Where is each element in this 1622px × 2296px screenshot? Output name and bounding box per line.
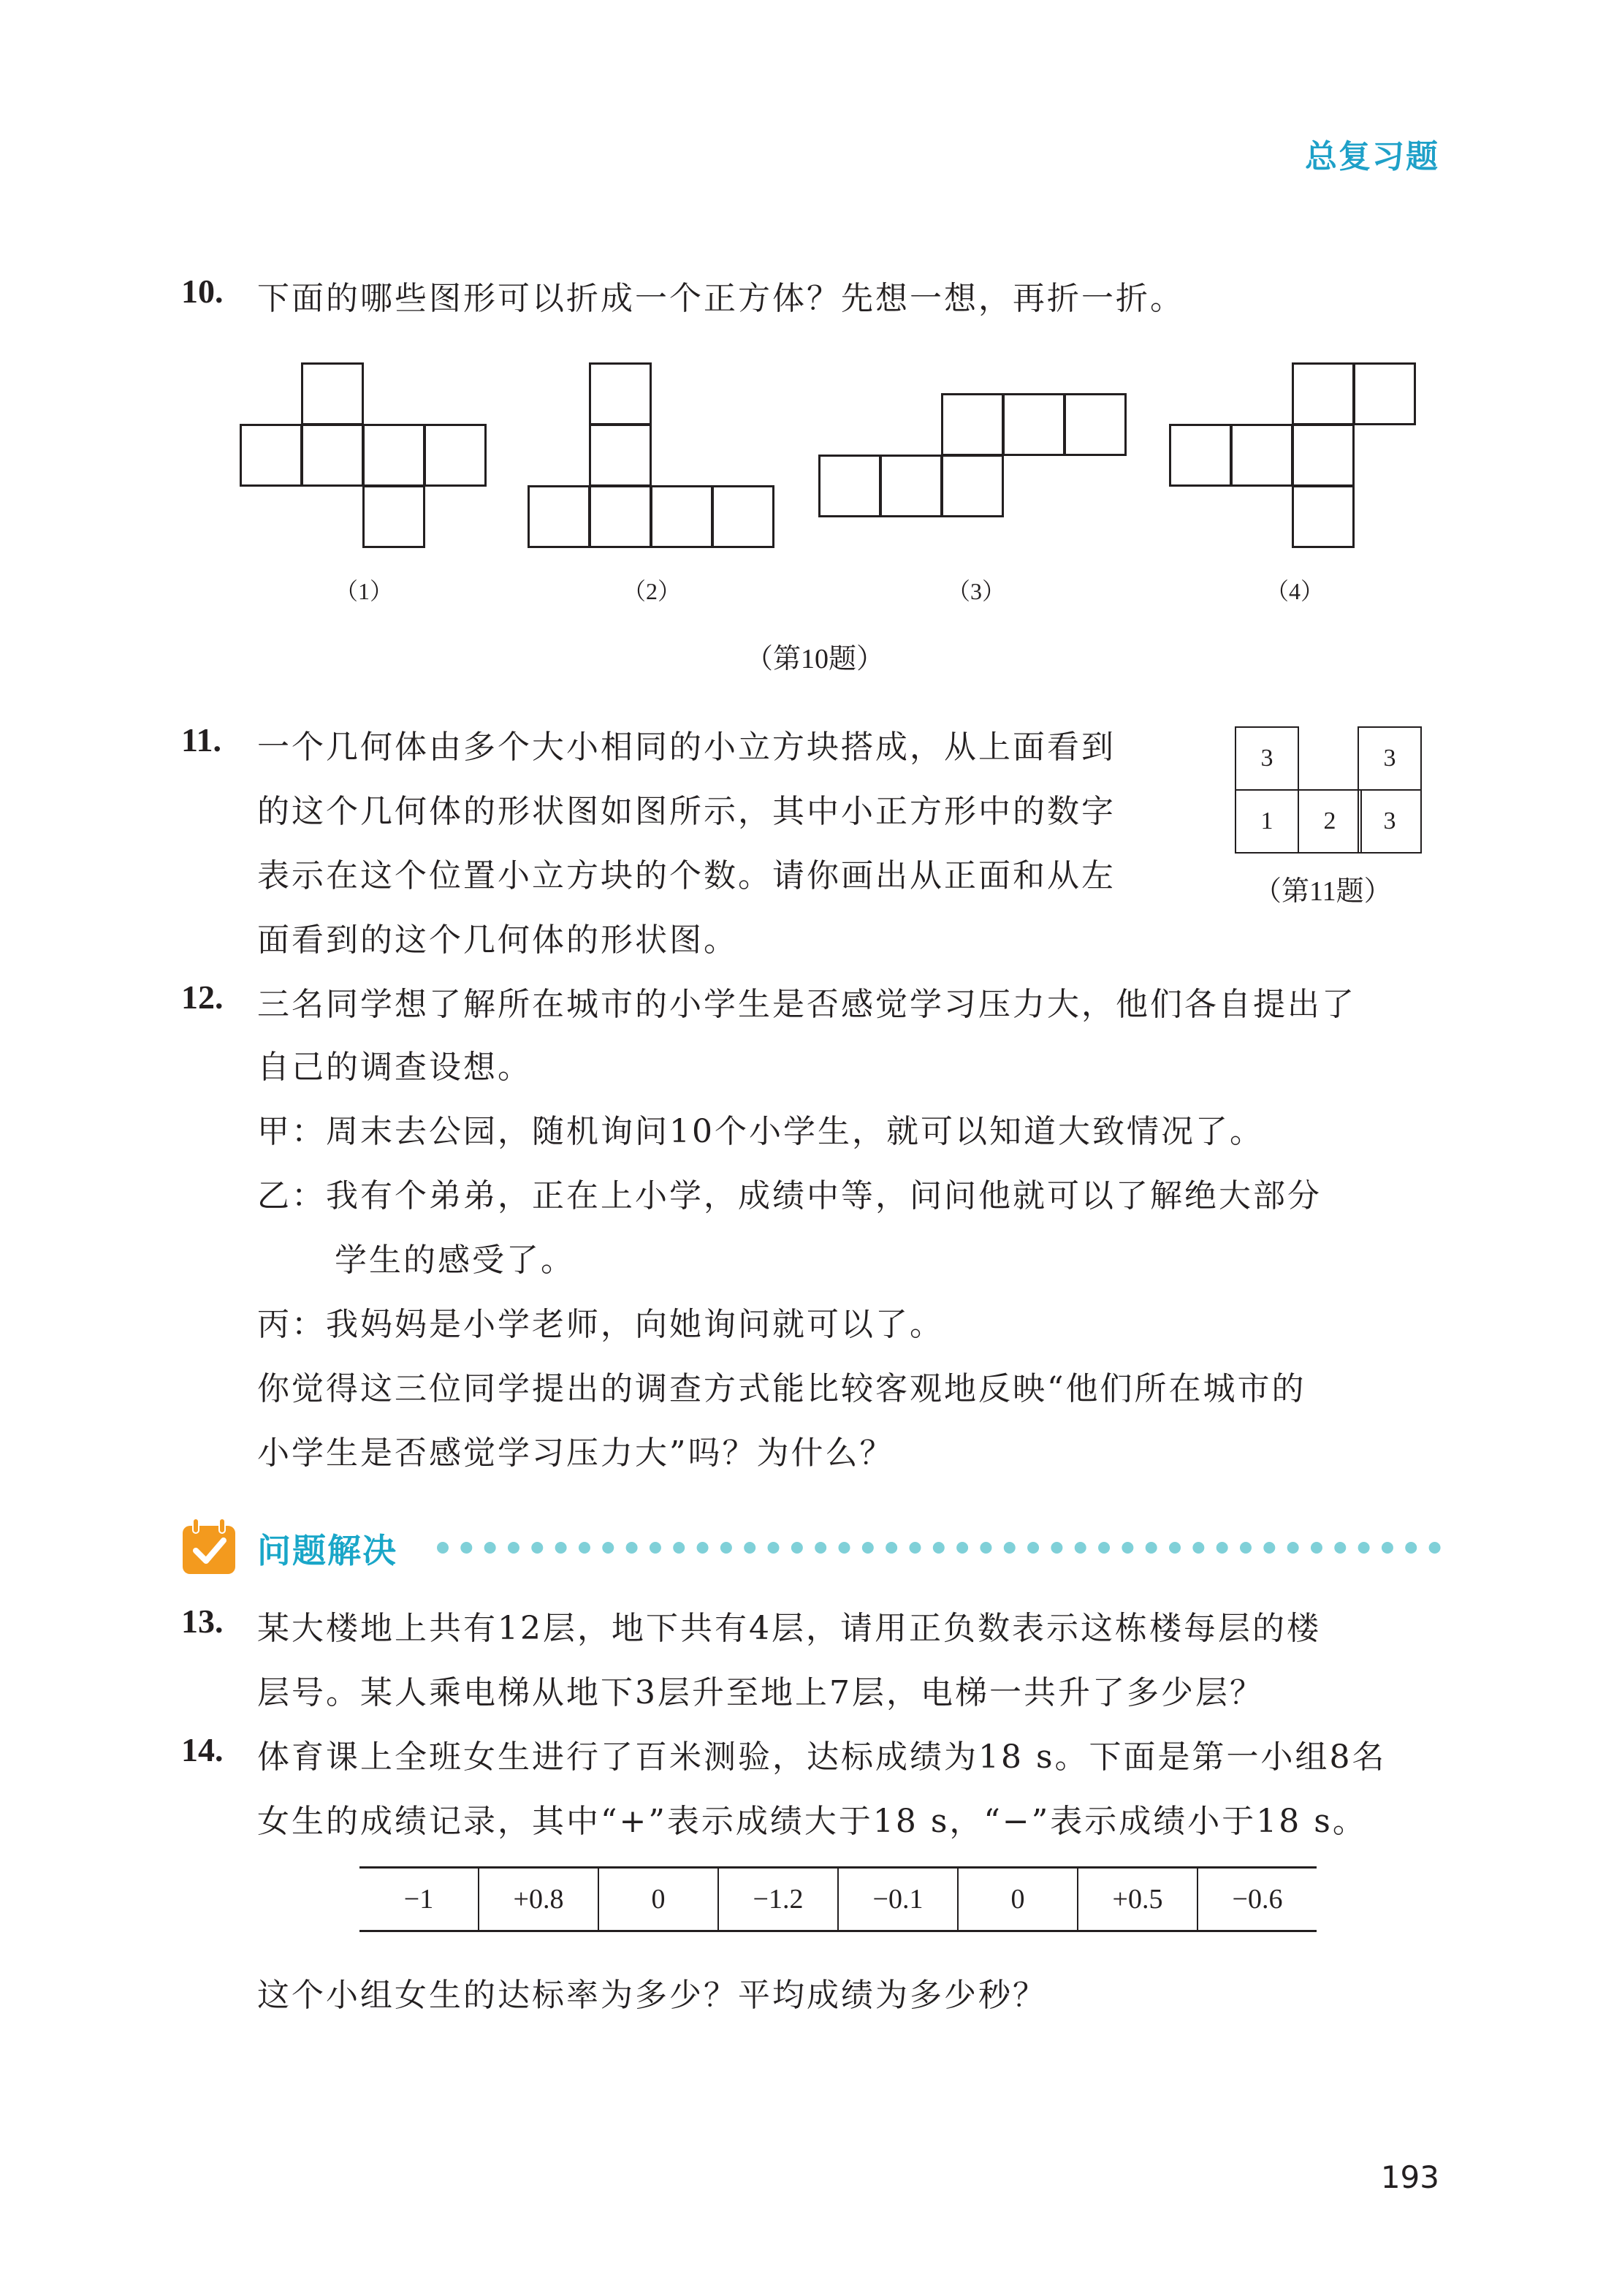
question-13-line-1: 某大楼地上共有12层，地下共有4层，请用正负数表示这栋楼每层的楼 [257, 1610, 1321, 1647]
page-number: 193 [1380, 2159, 1439, 2195]
question-11: 11. [181, 721, 221, 759]
record-cell: −0.6 [1198, 1868, 1317, 1931]
question-12-line-4: 乙：我有个弟弟，正在上小学，成绩中等，问问他就可以了解绝大部分 [257, 1177, 1322, 1214]
record-cell: −0.1 [838, 1868, 958, 1931]
chapter-title: 总复习题 [1305, 138, 1439, 175]
question-number: 13 [181, 1603, 215, 1640]
question-number: 10 [181, 273, 215, 310]
section-divider [437, 1542, 1441, 1554]
question-10-text: 下面的哪些图形可以折成一个正方体？先想一想，再折一折。 [257, 280, 1184, 317]
question-number: 11 [181, 721, 213, 759]
record-cell: +0.8 [479, 1868, 598, 1931]
figure-label-2: （2） [622, 578, 682, 604]
record-cell: −1 [403, 1884, 434, 1915]
question-14-line-1: 体育课上全班女生进行了百米测验，达标成绩为18 s。下面是第一小组8名 [257, 1738, 1387, 1776]
figure-label-4: （4） [1265, 578, 1325, 604]
grid-cell: 3 [1235, 726, 1299, 791]
record-cell: 0 [958, 1868, 1078, 1931]
grid-cell: 3 [1358, 789, 1422, 854]
question-12-line-7: 你觉得这三位同学提出的调查方式能比较客观地反映“他们所在城市的 [257, 1370, 1306, 1407]
question-12-line-1: 三名同学想了解所在城市的小学生是否感觉学习压力大，他们各自提出了 [257, 986, 1356, 1023]
section-title: 问题解决 [257, 1531, 397, 1570]
question-10: 10. [181, 273, 224, 310]
question-11-line-4: 面看到的这个几何体的形状图。 [257, 921, 738, 959]
question-14-line-2: 女生的成绩记录，其中“+”表示成绩大于18 s，“−”表示成绩小于18 s。 [257, 1803, 1367, 1840]
question-12-line-2: 自己的调查设想。 [257, 1049, 532, 1086]
calendar-check-icon [181, 1518, 237, 1575]
question-11-line-3: 表示在这个位置小立方块的个数。请你画出从正面和从左 [257, 857, 1116, 894]
question-13-line-2: 层号。某人乘电梯从地下3层升至地上7层，电梯一共升了多少层？ [257, 1674, 1264, 1711]
grid-cell: 1 [1235, 789, 1299, 854]
question-12-line-5: 学生的感受了。 [335, 1242, 575, 1279]
section-header [181, 1514, 1441, 1580]
question-14: 14. [181, 1731, 224, 1768]
score-record-table [359, 1866, 1317, 1932]
question-12-line-8: 小学生是否感觉学习压力大”吗？为什么？ [257, 1434, 894, 1472]
figure-caption-11: （第11题） [1254, 876, 1392, 907]
question-11-line-1: 一个几何体由多个大小相同的小立方块搭成，从上面看到 [257, 729, 1116, 766]
figure-label-1: （1） [335, 578, 394, 604]
grid-cell: 2 [1298, 789, 1362, 854]
question-12-line-6: 丙：我妈妈是小学老师，向她询问就可以了。 [257, 1306, 944, 1343]
figure-caption-10: （第10题） [745, 644, 885, 674]
question-14-prompt: 这个小组女生的达标率为多少？平均成绩为多少秒？ [257, 1977, 1047, 2014]
question-13: 13. [181, 1603, 224, 1640]
question-number: 12 [181, 978, 215, 1016]
record-cell: −1.2 [718, 1868, 838, 1931]
question-number: 14 [181, 1731, 215, 1768]
question-11-line-2: 的这个几何体的形状图如图所示，其中小正方形中的数字 [257, 793, 1116, 830]
question-12: 12. [181, 978, 224, 1016]
grid-cell: 3 [1358, 726, 1422, 791]
record-cell: +0.5 [1078, 1868, 1198, 1931]
figure-label-3: （3） [947, 578, 1006, 604]
record-cell: 0 [598, 1868, 718, 1931]
table-row [359, 1868, 1317, 1931]
question-12-line-3: 甲：周末去公园，随机询问10个小学生，就可以知道大致情况了。 [257, 1113, 1264, 1150]
